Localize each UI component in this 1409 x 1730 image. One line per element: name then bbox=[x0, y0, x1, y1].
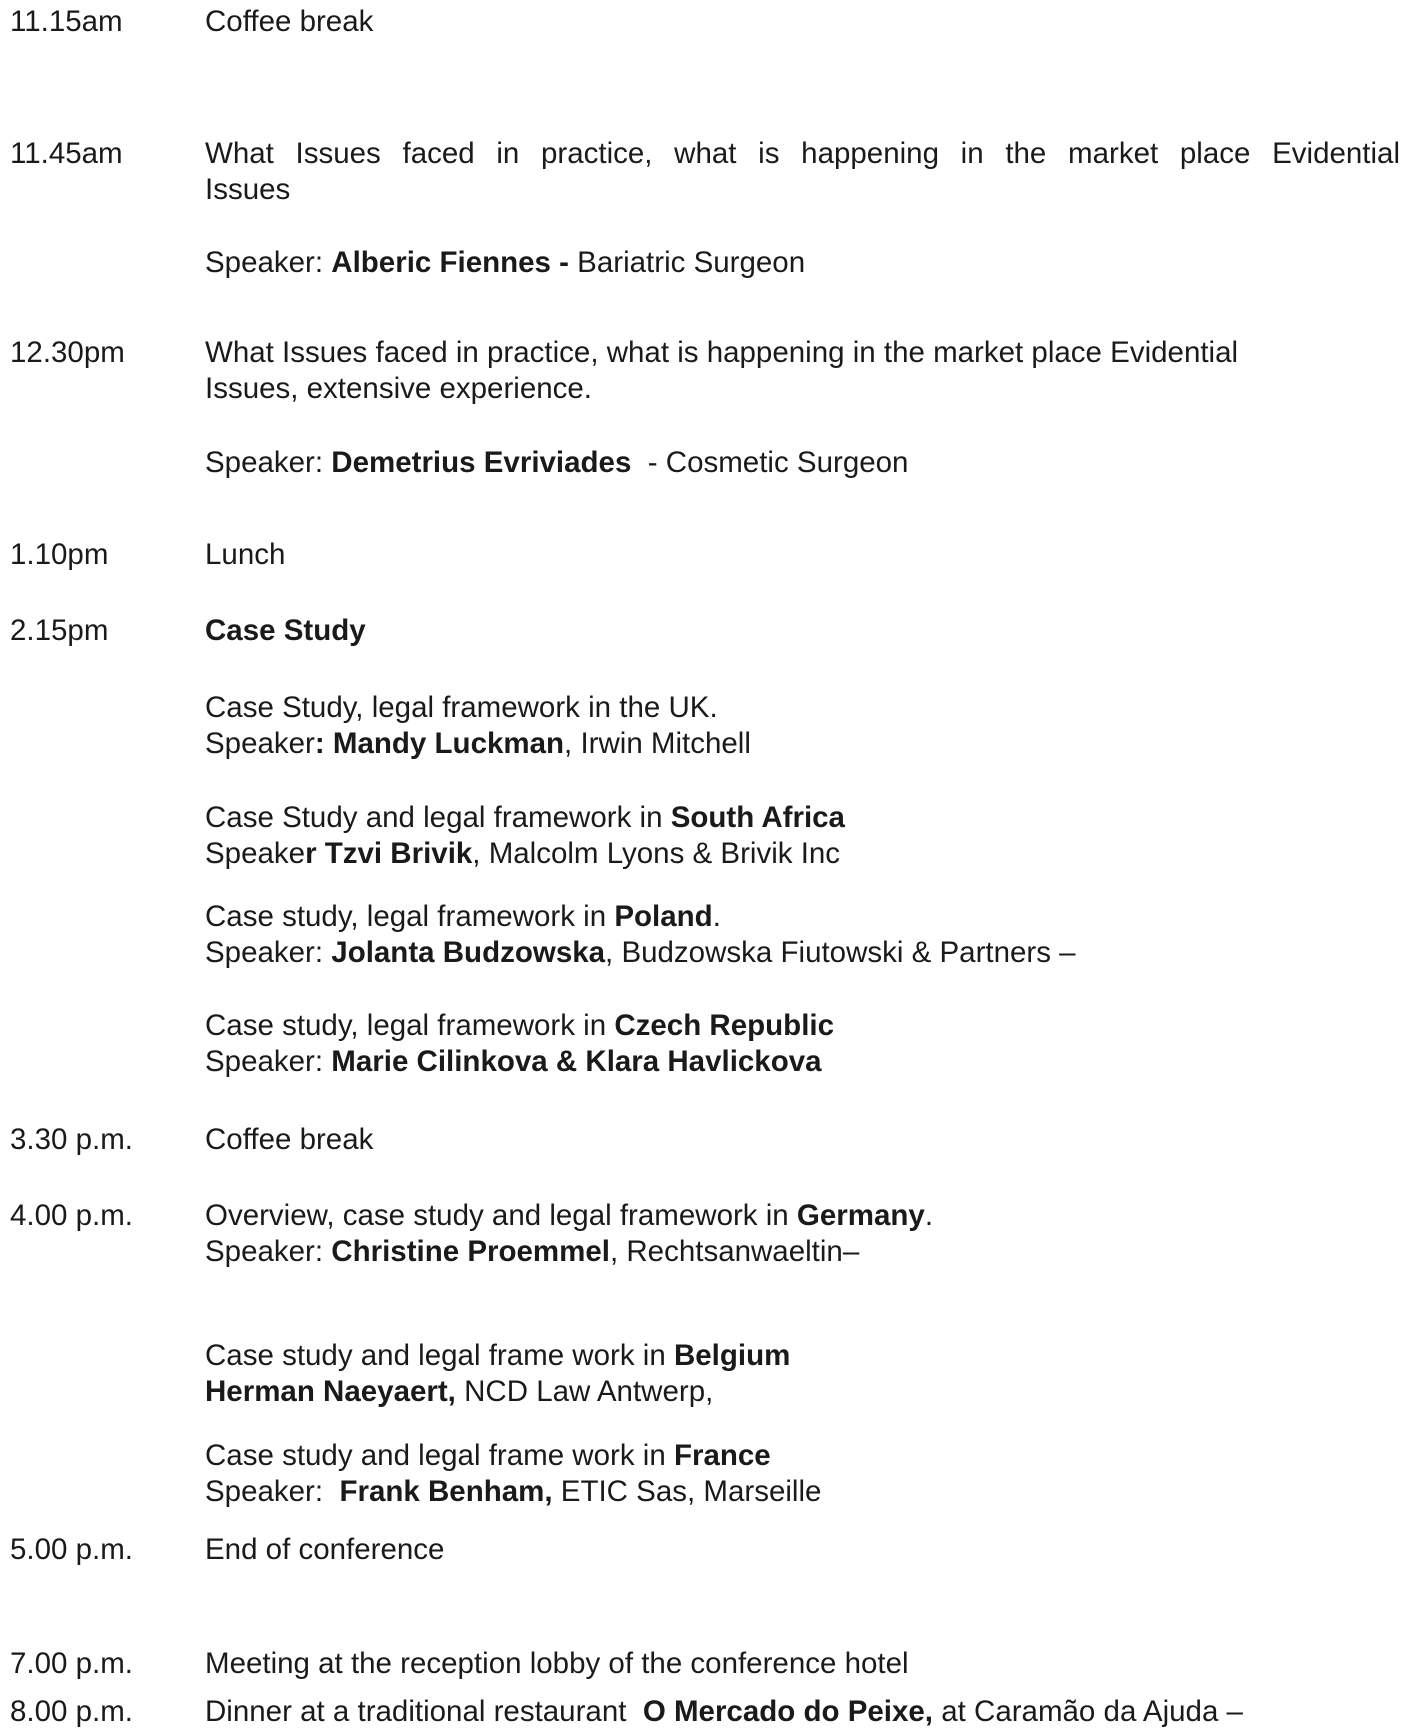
schedule-title: Coffee break bbox=[205, 1123, 374, 1156]
speaker-line bbox=[205, 836, 1400, 872]
speaker-label: Speaker: bbox=[205, 246, 332, 279]
schedule-time: 11.15am bbox=[10, 5, 123, 38]
schedule-time: 3.30 p.m. bbox=[10, 1123, 133, 1156]
speaker-affiliation: , Malcolm Lyons & Brivik Inc bbox=[472, 837, 841, 870]
restaurant-name: O Mercado do Peixe, bbox=[642, 1695, 934, 1728]
speaker-name: Alberic Fiennes - bbox=[331, 246, 569, 279]
speaker-name: Demetrius Evriviades bbox=[331, 446, 632, 479]
speaker-line bbox=[205, 1374, 1400, 1410]
speaker-role: Bariatric Surgeon bbox=[568, 246, 806, 279]
speaker-name: : Mandy Luckman bbox=[314, 727, 565, 760]
schedule-title-text: at Caramão da Ajuda – bbox=[933, 1695, 1243, 1728]
speaker-label: Speake bbox=[205, 837, 306, 870]
country-name: Czech Republic bbox=[614, 1009, 834, 1042]
country-name: Germany bbox=[796, 1199, 925, 1232]
case-study-topic bbox=[205, 1338, 1400, 1374]
speaker-line bbox=[205, 935, 1400, 971]
speaker-affiliation: , Rechtsanwaeltin– bbox=[609, 1235, 860, 1268]
speaker-affiliation: ETIC Sas, Marseille bbox=[552, 1475, 822, 1508]
speaker-name: Christine Proemmel bbox=[331, 1235, 610, 1268]
schedule-title: End of conference bbox=[205, 1533, 445, 1566]
speaker-label: Speaker: bbox=[205, 1235, 332, 1268]
schedule-title bbox=[205, 335, 1400, 407]
speaker-affiliation: NCD Law Antwerp, bbox=[455, 1375, 714, 1408]
schedule-title: Coffee break bbox=[205, 5, 374, 38]
punctuation: . bbox=[924, 1199, 934, 1232]
case-study-topic-text: Case study, legal framework in bbox=[205, 900, 615, 933]
speaker-name: Herman Naeyaert, bbox=[205, 1375, 456, 1408]
speaker-label: Speaker: bbox=[205, 1045, 332, 1078]
schedule-title: Case Study bbox=[205, 614, 366, 647]
speaker-line bbox=[205, 1234, 1400, 1270]
case-study-topic bbox=[205, 899, 1400, 935]
schedule-time: 7.00 p.m. bbox=[10, 1647, 133, 1680]
speaker-role: - Cosmetic Surgeon bbox=[631, 446, 909, 479]
speaker-name: Marie Cilinkova & Klara Havlickova bbox=[331, 1045, 822, 1078]
case-study-topic-text: Overview, case study and legal framework in bbox=[205, 1199, 797, 1232]
country-name: France bbox=[673, 1439, 771, 1472]
title-line: What Issues faced in practice, what is happening in the market place Evidential bbox=[205, 336, 1239, 369]
case-study-topic-text: Case study and legal frame work in bbox=[205, 1439, 674, 1472]
country-name: Belgium bbox=[673, 1339, 791, 1372]
case-study-poland bbox=[205, 899, 1400, 971]
schedule-title: Meeting at the reception lobby of the conference hotel bbox=[205, 1647, 909, 1680]
speaker-label: Speaker bbox=[205, 727, 315, 760]
speaker-line bbox=[205, 1474, 1400, 1510]
case-study-topic: Case Study, legal framework in the UK. bbox=[205, 691, 718, 724]
case-study-topic bbox=[205, 800, 1400, 836]
speaker-label: Speaker: bbox=[205, 446, 332, 479]
case-study-topic-text: Case study and legal frame work in bbox=[205, 1339, 674, 1372]
schedule-time: 2.15pm bbox=[10, 614, 109, 647]
case-study-topic bbox=[205, 1008, 1400, 1044]
schedule-title bbox=[205, 136, 1400, 208]
schedule-title-text: Dinner at a traditional restaurant bbox=[205, 1695, 643, 1728]
case-study-france bbox=[205, 1438, 1400, 1510]
schedule-time: 4.00 p.m. bbox=[10, 1199, 133, 1232]
punctuation: . bbox=[712, 900, 721, 933]
case-study-uk bbox=[205, 690, 1400, 762]
speaker-name: Frank Benham, bbox=[339, 1475, 553, 1508]
speaker-affiliation: , Irwin Mitchell bbox=[564, 727, 751, 760]
country-name: South Africa bbox=[670, 801, 845, 834]
case-study-south-africa bbox=[205, 800, 1400, 872]
speaker-line bbox=[205, 1044, 1400, 1080]
speaker-name: r Tzvi Brivik bbox=[305, 837, 473, 870]
schedule-time: 5.00 p.m. bbox=[10, 1533, 133, 1566]
title-line: Issues, extensive experience. bbox=[205, 372, 592, 405]
case-study-topic-text: Case study, legal framework in bbox=[205, 1009, 615, 1042]
schedule-time: 1.10pm bbox=[10, 538, 109, 571]
title-line: What Issues faced in practice, what is happening in the market place Evidential bbox=[205, 137, 1400, 170]
speaker-label: Speaker: bbox=[205, 936, 332, 969]
speaker-affiliation: , Budzowska Fiutowski & Partners – bbox=[605, 936, 1076, 969]
case-study-topic bbox=[205, 1438, 1400, 1474]
speaker-line bbox=[205, 726, 1400, 762]
case-study-germany bbox=[205, 1198, 1400, 1270]
case-study-topic-text: Case Study and legal framework in bbox=[205, 801, 671, 834]
title-line: Issues bbox=[205, 173, 291, 206]
case-study-topic bbox=[205, 1198, 1400, 1234]
speaker-line bbox=[205, 245, 1400, 281]
speaker-label: Speaker: bbox=[205, 1475, 340, 1508]
schedule-title: Lunch bbox=[205, 538, 286, 571]
schedule-time: 12.30pm bbox=[10, 336, 125, 369]
schedule-time: 11.45am bbox=[10, 137, 123, 170]
schedule-time: 8.00 p.m. bbox=[10, 1695, 133, 1728]
country-name: Poland bbox=[614, 900, 713, 933]
schedule-title bbox=[205, 1694, 1400, 1730]
case-study-belgium bbox=[205, 1338, 1400, 1410]
speaker-name: Jolanta Budzowska bbox=[331, 936, 606, 969]
speaker-line bbox=[205, 445, 1400, 481]
case-study-czech-republic bbox=[205, 1008, 1400, 1080]
